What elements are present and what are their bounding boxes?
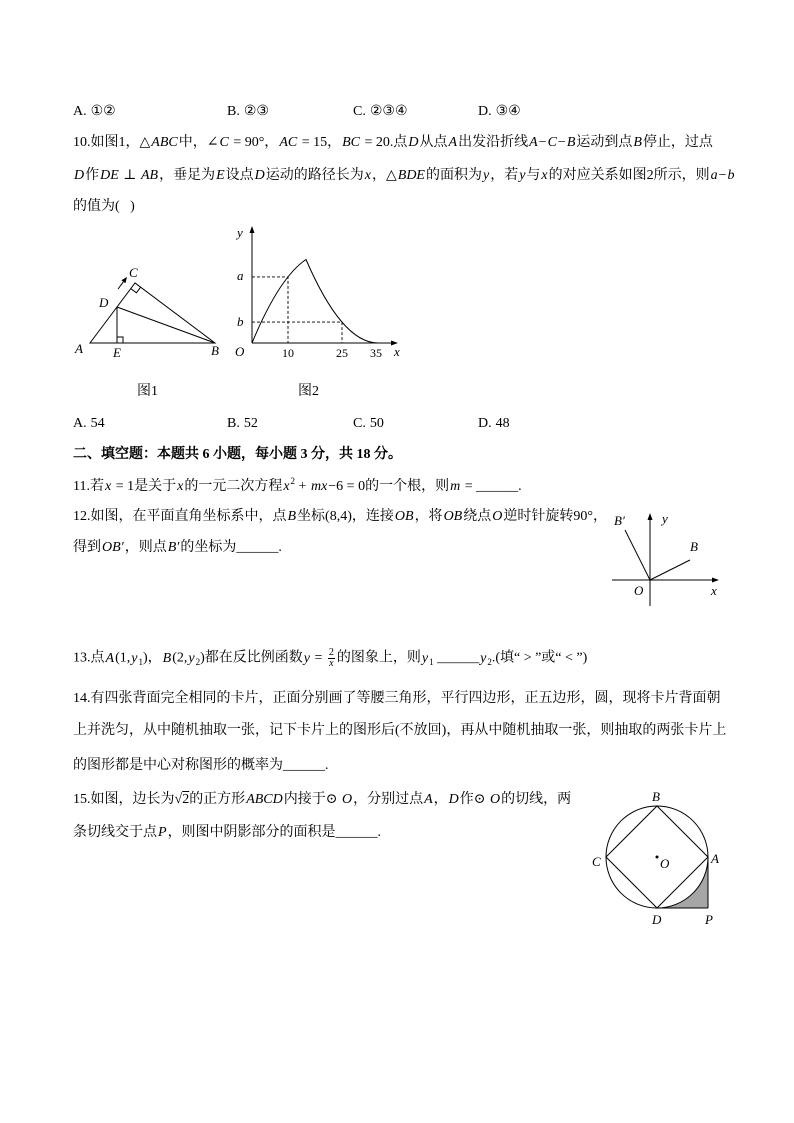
subscript: 2 (195, 656, 201, 667)
q10-option-a (73, 414, 105, 434)
option-value: ②③ (243, 104, 269, 119)
math-variable: B (287, 509, 297, 524)
text-segment: )， (142, 650, 162, 666)
q14-line-1: 14.有四张背面完全相同的卡片，正面分别画了等腰三角形，平行四边形，正五边形，圆，现将卡片背面朝 (73, 691, 721, 706)
q14-line-3: 的图形都是中心对称图形的概率为______. (73, 758, 329, 773)
q13-line (73, 648, 587, 668)
label-o: O (660, 856, 670, 871)
q9-option-c (353, 102, 408, 122)
option-label: C. (353, 416, 366, 431)
math-variable: D (74, 168, 85, 183)
math-variable: BC (342, 135, 360, 150)
figure-q12-coordinates (605, 505, 725, 610)
math-variable: A (424, 792, 433, 807)
figure-1-caption: 图1 (137, 384, 158, 399)
text-segment: ，分别过点 (353, 792, 424, 807)
math-variable: C (219, 135, 229, 150)
text-segment: 从点 (419, 135, 448, 150)
math-variable: y (303, 650, 310, 666)
figure-q15-circle (585, 785, 725, 930)
math-variable: E (216, 168, 225, 183)
text-segment: = 20.点 (361, 135, 408, 150)
text-segment: ，将 (414, 509, 443, 524)
q10-line-3 (73, 197, 135, 217)
math-variable: DE (100, 168, 119, 183)
option-value: ①② (90, 104, 116, 119)
text-segment: 的一元二次方程 (184, 479, 283, 494)
tick-label-35: 35 (370, 346, 382, 360)
q15-line-1 (73, 790, 571, 810)
q12-line-2 (73, 538, 282, 558)
text-segment: 10.如图1，△ (73, 135, 151, 150)
q10-option-c (353, 414, 384, 434)
option-value: 54 (90, 416, 105, 431)
text-segment: 的对应关系如图2所示，则 (548, 168, 710, 183)
axis-label-x: x (394, 344, 400, 359)
math-variable: x (364, 168, 371, 183)
math-variable: x (177, 479, 184, 494)
text-segment: ，则图中阴影部分的面积是______. (167, 825, 382, 840)
option-value: 50 (369, 416, 384, 431)
math-variable: y (519, 168, 526, 183)
tick-label-25: 25 (336, 346, 348, 360)
value-label-b: b (237, 314, 244, 329)
q15-line-2 (73, 823, 381, 843)
text-segment: ______ (433, 650, 480, 666)
label-b: B (211, 343, 219, 358)
label-b: B (690, 539, 698, 554)
text-segment: 坐标(8,4)，连接 (297, 509, 394, 524)
text-segment: − (557, 135, 566, 150)
math-variable: mx (310, 479, 328, 494)
axis-label-y: y (662, 511, 668, 526)
text-segment: 条切线交于点 (73, 825, 157, 840)
figure-2-graph (230, 220, 405, 365)
text-segment: 的正方形 (189, 792, 246, 807)
text-segment: = 15， (298, 135, 342, 150)
math-variable: B (162, 650, 172, 666)
label-a: A (711, 851, 719, 866)
text-segment: + (295, 479, 310, 494)
text-segment: (2, (172, 650, 188, 666)
center-dot (656, 856, 659, 859)
text-segment: 作 (85, 168, 100, 183)
text-segment: = ______. (461, 479, 522, 494)
math-variable: B (633, 135, 642, 150)
text-segment: − (718, 168, 727, 183)
text-segment: .(填“ > ”或“ < ”) (491, 650, 588, 666)
math-variable: y (421, 650, 429, 666)
text-segment: 的值为( ) (73, 199, 135, 214)
fraction-denominator: x (329, 658, 334, 669)
text-segment: 设点 (225, 168, 254, 183)
math-variable: y (480, 650, 487, 666)
text-segment: ，若 (490, 168, 519, 183)
text-segment: 绕点 (463, 509, 492, 524)
option-label: A. (73, 416, 87, 431)
math-variable: m (450, 479, 461, 494)
segment-ob (650, 560, 690, 580)
math-variable: y (482, 168, 490, 183)
subscript: 1 (429, 656, 434, 667)
tick-label-10: 10 (282, 346, 294, 360)
right-angle-mark-c (131, 287, 141, 293)
label-c: C (592, 854, 601, 869)
section-2-title: 二、填空题：本题共 6 小题，每小题 3 分，共 18 分。 (73, 447, 402, 462)
option-value: 48 (495, 416, 510, 431)
text-segment: 得到 (73, 540, 101, 555)
q10-option-d (478, 414, 510, 434)
text-segment: 13.点 (73, 650, 105, 666)
text-segment: = 90°， (229, 135, 279, 150)
math-variable: y (188, 650, 195, 666)
text-segment: ，△ (371, 168, 397, 183)
motion-arrow-shaft (118, 282, 123, 289)
q10-option-b (227, 414, 258, 434)
figure-2-caption: 图2 (298, 384, 319, 399)
dashed-guide-a (252, 277, 288, 343)
y-axis-arrow-icon (250, 226, 255, 233)
option-label: B. (227, 416, 240, 431)
q9-option-a (73, 102, 116, 122)
option-label: C. (353, 104, 366, 119)
option-value: ②③④ (369, 104, 408, 119)
text-segment: 停止，过点 (642, 135, 713, 150)
math-variable: D (448, 792, 459, 807)
text-segment: 运动的路径长为 (265, 168, 364, 183)
subscript: 1 (138, 656, 143, 667)
q12-line-1 (73, 507, 607, 527)
segment-db (117, 307, 215, 343)
math-variable: ABCD (246, 792, 283, 807)
axis-label-y: y (237, 225, 243, 240)
math-variable: BDE (397, 168, 425, 183)
math-variable: O (490, 792, 501, 807)
math-variable: a (710, 168, 718, 183)
text-segment: 11.若 (73, 479, 104, 494)
math-variable: x (541, 168, 548, 183)
segment-ob-prime (625, 530, 650, 580)
math-variable: y (131, 650, 138, 666)
text-segment: −6 = 0的一个根，则 (328, 479, 450, 494)
text-segment: 逆时针旋转90°， (503, 509, 607, 524)
superscript: 2 (290, 476, 296, 486)
math-variable: D (254, 168, 265, 183)
text-segment: 12.如图，在平面直角坐标系中，点 (73, 509, 287, 524)
axis-label-x: x (711, 583, 717, 598)
math-variable: OB (394, 509, 414, 524)
text-segment: 中，∠ (178, 135, 219, 150)
q10-line-2 (73, 166, 736, 186)
option-label: A. (73, 104, 87, 119)
text-segment: 运动到点 (576, 135, 633, 150)
label-d: D (99, 295, 109, 310)
text-segment: ，垂足为 (159, 168, 216, 183)
text-segment: ，则点 (124, 540, 167, 555)
q14-line-2: 上并洗匀，从中随机抽取一张，记下卡片上的图形后(不放回)，再从中随机抽取一张，则抽取的两张卡片上 (73, 723, 727, 738)
y-axis-arrow-icon (648, 513, 653, 520)
math-variable: A (448, 135, 458, 150)
value-label-a: a (237, 268, 244, 283)
origin-label: O (634, 583, 644, 598)
label-d: D (652, 912, 662, 927)
option-label: D. (478, 416, 492, 431)
math-variable: P (158, 825, 167, 840)
label-b-prime: B′ (614, 513, 625, 528)
q9-option-b (227, 102, 269, 122)
label-e: E (113, 345, 121, 360)
option-value: ③④ (495, 104, 521, 119)
fraction-numerator: 2 (328, 647, 334, 658)
math-variable: C (547, 135, 557, 150)
text-segment: − (538, 135, 547, 150)
math-variable: OB (443, 509, 463, 524)
q11-line (73, 477, 522, 497)
q10-line-1 (73, 133, 713, 153)
math-variable: B′ (167, 540, 180, 555)
text-segment: 的坐标为______. (180, 540, 282, 555)
text-segment: 内接于⊙ (283, 792, 341, 807)
triangle-abc (90, 283, 215, 343)
text-segment: (1, (115, 650, 131, 666)
math-variable: ABC (151, 135, 178, 150)
text-segment: 的图象上，则 (336, 650, 421, 666)
option-label: B. (227, 104, 240, 119)
dashed-guide-b (252, 322, 342, 343)
text-segment: )都在反比例函数 (200, 650, 303, 666)
text-segment: 的面积为 (425, 168, 482, 183)
option-label: D. (478, 104, 492, 119)
math-variable: OB′ (102, 540, 124, 555)
text-segment: = (310, 650, 326, 666)
math-variable: D (408, 135, 419, 150)
math-variable: b (727, 168, 735, 183)
math-variable: O (492, 509, 503, 524)
text-segment: ， (433, 792, 448, 807)
text-segment: 15.如图，边长为√ (73, 792, 183, 807)
text-segment: 的切线，两 (501, 792, 572, 807)
x-axis-arrow-icon (712, 578, 719, 583)
label-a: A (75, 341, 83, 356)
q9-option-d (478, 102, 521, 122)
subscript: 2 (487, 656, 492, 667)
figure-1-triangle (60, 260, 230, 365)
right-angle-mark-e (117, 337, 123, 343)
label-c: C (129, 265, 138, 280)
text-segment: = 1是关于 (112, 479, 177, 494)
text-segment: 作⊙ (459, 792, 490, 807)
math-variable: A (105, 650, 115, 666)
fraction (328, 648, 335, 669)
label-p: P (705, 912, 713, 927)
text-segment: ⊥ (119, 168, 140, 183)
label-b: B (652, 789, 660, 804)
radicand: 2 (182, 792, 190, 807)
option-value: 52 (243, 416, 258, 431)
math-variable: O (341, 792, 353, 807)
math-variable: B (566, 135, 576, 150)
motion-arrow-head (121, 277, 127, 283)
text-segment: 与 (526, 168, 541, 183)
origin-label: O (235, 344, 245, 359)
math-variable: AB (140, 168, 159, 183)
text-segment: 出发沿折线 (458, 135, 529, 150)
area-curve (252, 260, 378, 344)
math-variable: x (104, 479, 112, 494)
math-variable: A (529, 135, 538, 150)
math-variable: AC (279, 135, 298, 150)
math-variable: x (283, 479, 290, 494)
